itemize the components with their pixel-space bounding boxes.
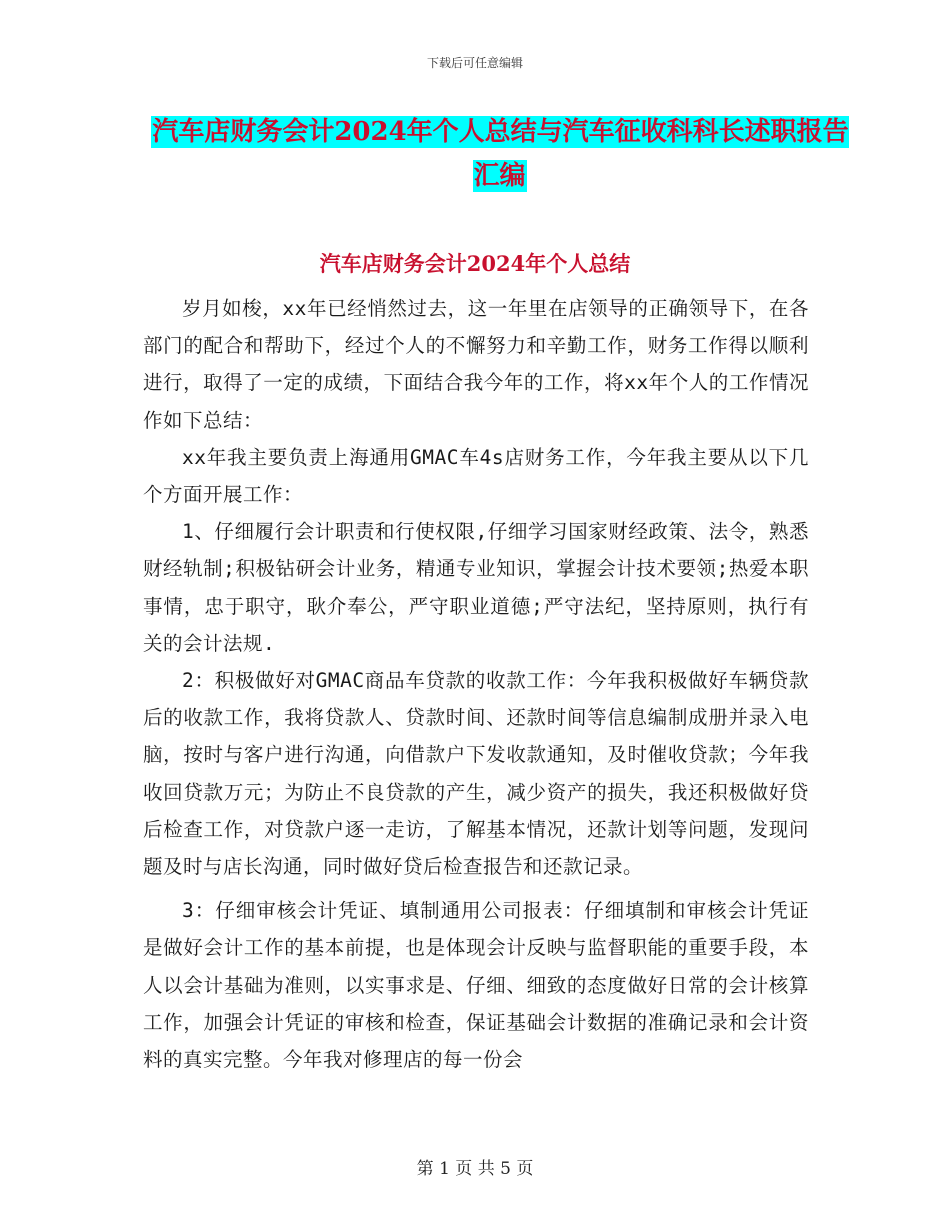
paragraph: 岁月如梭，xx年已经悄然过去，这一年里在店领导的正确领导下，在各部门的配合和帮助下，经过个人的不懈努力和辛勤工作，财务工作得以顺利进行，取得了一定的成绩，下面结合我今年的工作，将xx年个人的工作情况作如下总结： (143, 297, 809, 432)
body-text (143, 290, 809, 1078)
section-title: 汽车店财务会计2024年个人总结 (319, 251, 631, 276)
header-note: 下载后可任意编辑 (426, 56, 523, 70)
paragraph: 1、仔细履行会计职责和行使权限,仔细学习国家财经政策、法令，熟悉财经轨制;积极钻研会计业务，精通专业知识，掌握会计技术要领;热爱本职事情，忠于职守，耿介奉公，严守职业道德;严守法纪，坚持原则，执行有关的会计法规. (143, 520, 809, 655)
document-title-text: 汽车店财务会计2024年个人总结与汽车征收科科长述职报告汇编 (152, 117, 849, 191)
paragraph: xx年我主要负责上海通用GMAC车4s店财务工作，今年我主要从以下几个方面开展工作： (143, 445, 809, 507)
paragraph: 2：积极做好对GMAC商品车贷款的收款工作：今年我积极做好车辆贷款后的收款工作，我将贷款人、贷款时间、还款时间等信息编制成册并录入电脑，按时与客户进行沟通，向借款户下发收款通知，及时催收贷款；今年我收回贷款万元；为防止不良贷款的产生，减少资产的损失，我还积极做好贷后检查工作，对贷款户逐一走访，了解基本情况，还款计划等问题，发现问题及时与店长沟通，同时做好贷后检查报告和还款记录。 (143, 669, 809, 879)
page-number: 第 1 页 共 5 页 (416, 1159, 534, 1179)
document-title (140, 110, 860, 198)
paragraph: 3：仔细审核会计凭证、填制通用公司报表：仔细填制和审核会计凭证是做好会计工作的基本前提，也是体现会计反映与监督职能的重要手段，本人以会计基础为准则，以实事求是、仔细、细致的态度做好日常的会计核算工作，加强会计凭证的审核和检查，保证基础会计数据的准确记录和会计资料的真实完整。今年我对修理店的每一份会 (143, 899, 809, 1072)
